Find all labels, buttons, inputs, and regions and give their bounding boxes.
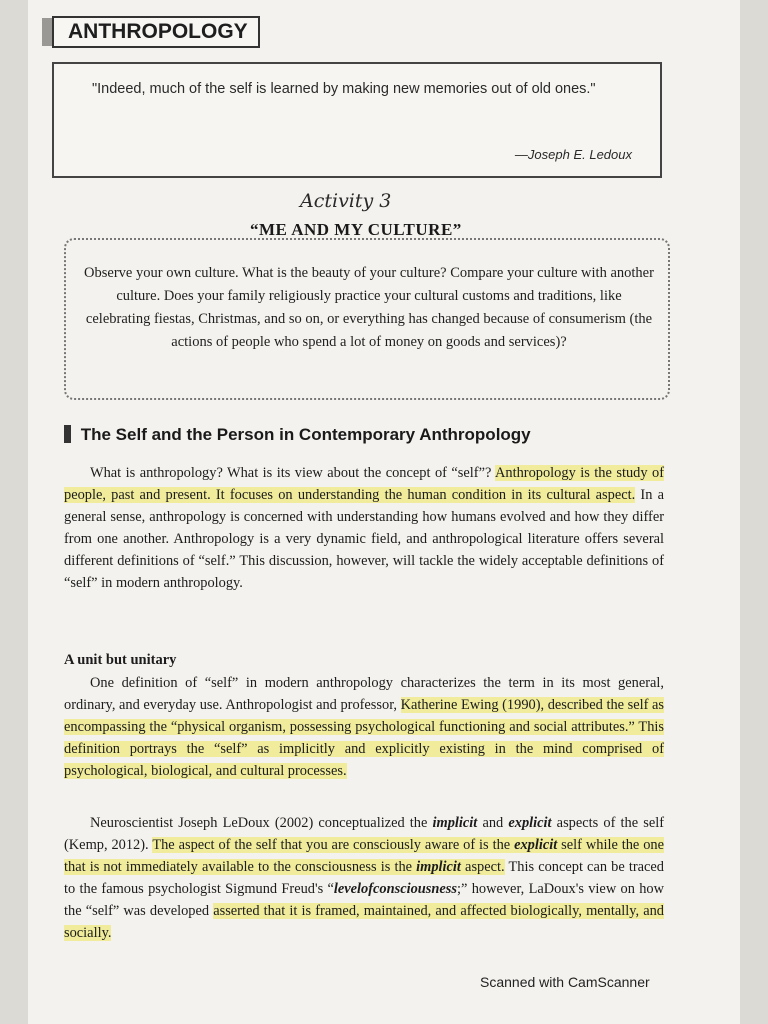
p3-text-3: This concept can be traced to the famous psychologist Sigmund Freud's “ <box>64 859 665 897</box>
quote-box <box>52 62 662 178</box>
quote-text: "Indeed, much of the self is learned by making new memories out of old ones." <box>92 81 596 97</box>
p3-text-2: aspects of the self (Kemp, 2012). <box>64 815 664 853</box>
p1-rest: In a general sense, anthropology is concerned with understanding how humans evolved and how they differ from one another. Anthropology is a very dynamic field, and anthropological literature offers several different definitions of “self.” This discussion, however, will tackle the widely acceptable definitions of “self” in modern anthropology. <box>64 487 664 591</box>
paragraph-definition <box>64 672 664 782</box>
scanner-watermark: Scanned with CamScanner <box>480 974 650 990</box>
paragraph-ledoux <box>64 812 664 944</box>
p3-implicit: implicit <box>432 815 478 831</box>
section-heading-text: The Self and the Person in Contemporary Anthropology <box>80 425 531 444</box>
subsection-heading: A unit but unitary <box>64 652 177 668</box>
activity-prompt: Observe your own culture. What is the beauty of your culture? Compare your culture with another culture. Does your family religiously practice your cultural customs and traditions, like celebrating fiestas, Christmas, and so on, or everything has changed because of consumerism (the actions of people who spend a lot of money on goods and services)? <box>84 265 654 350</box>
quote-author: —Joseph E. Ledoux <box>514 147 632 162</box>
p1-highlight: Anthropology is the study of people, past and present. It focuses on understanding the human condition in its cultural aspect. <box>64 465 664 503</box>
p3-hl2-implicit: implicit <box>416 859 461 875</box>
section-heading <box>64 425 531 445</box>
p3-and: and <box>477 815 509 831</box>
p3-explicit: explicit <box>508 815 552 831</box>
p3-hl1-end: self while the one that is not immediately available to the consciousness is the <box>64 837 665 875</box>
p2-highlight: Katherine Ewing (1990), described the self as encompassing the “physical organism, possessing psychological functioning and social attributes.” This definition portrays the “self” as implicitly and explicitly existing in the mind comprised of psychological, biological, and cultural processes. <box>64 697 664 779</box>
activity-title: “ME AND MY CULTURE” <box>250 220 462 239</box>
paragraph-intro <box>64 462 664 594</box>
p1-text: What is anthropology? What is its view about the concept of “self”? <box>90 465 496 481</box>
p3-highlight-3: asserted that it is framed, maintained, and affected biologically, mentally, and socially. <box>64 903 665 941</box>
section-title-text: ANTHROPOLOGY <box>68 20 248 43</box>
p3-hl1-explicit: explicit <box>514 837 558 853</box>
p3-text: Neuroscientist Joseph LeDoux (2002) conceptualized the <box>90 815 433 831</box>
p3-text-4: ;” however, LaDoux's view on how the “self” was developed <box>64 881 665 919</box>
activity-label: Activity 3 <box>300 190 392 212</box>
p2-text: One definition of “self” in modern anthropology characterizes the term in its most general, ordinary, and everyday use. Anthropologist and professor, <box>64 675 664 713</box>
p3-hl1-text: The aspect of the self that you are consciously aware of is the <box>152 837 515 853</box>
section-title <box>52 16 260 48</box>
activity-box <box>64 238 670 400</box>
p3-level: levelofconsciousness <box>333 881 457 897</box>
p3-hl2-end: aspect. <box>460 859 505 875</box>
